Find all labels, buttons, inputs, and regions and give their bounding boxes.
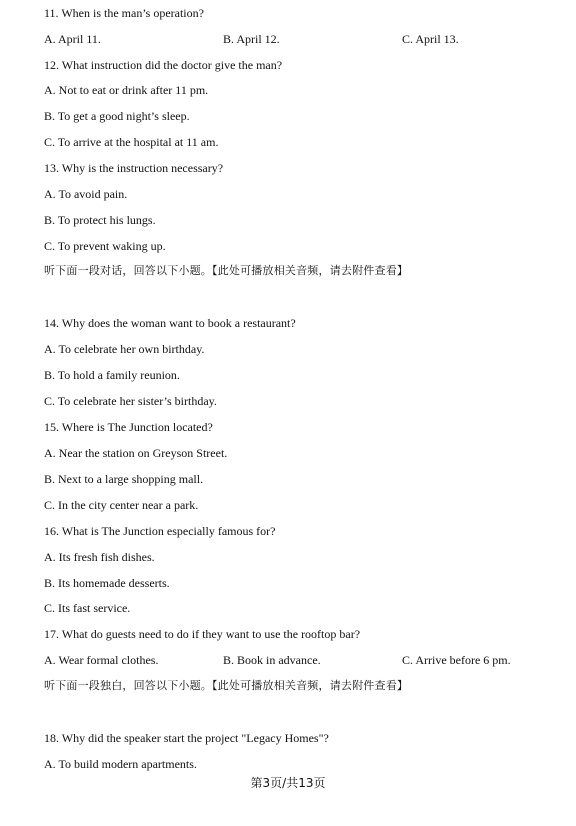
question-16-option-a: A. Its fresh fish dishes.	[44, 550, 155, 564]
question-17-option-a: A. Wear formal clothes.	[44, 653, 159, 667]
question-12-option-b: B. To get a good night’s sleep.	[44, 109, 190, 123]
question-14-option-c: C. To celebrate her sister’s birthday.	[44, 394, 217, 408]
question-17-option-b: B. Book in advance.	[223, 653, 321, 667]
question-16-stem: 16. What is The Junction especially famous for?	[44, 524, 276, 538]
question-18-stem: 18. Why did the speaker start the project "Legacy Homes"?	[44, 731, 329, 745]
question-16-option-b: B. Its homemade desserts.	[44, 576, 170, 590]
question-12-option-c: C. To arrive at the hospital at 11 am.	[44, 135, 219, 149]
question-13-stem: 13. Why is the instruction necessary?	[44, 161, 224, 175]
question-13-option-c: C. To prevent waking up.	[44, 239, 166, 253]
question-14-option-a: A. To celebrate her own birthday.	[44, 342, 205, 356]
question-15-stem: 15. Where is The Junction located?	[44, 420, 213, 434]
question-12-stem: 12. What instruction did the doctor give the man?	[44, 58, 283, 72]
question-16-option-c: C. Its fast service.	[44, 601, 131, 615]
question-15-option-c: C. In the city center near a park.	[44, 498, 199, 512]
listening-instruction: 听下面一段对话，回答以下小题。【此处可播放相关音频，请去附件查看】	[44, 264, 409, 277]
page-number: 第3页/共13页	[250, 776, 326, 790]
listening-instruction: 听下面一段独白，回答以下小题。【此处可播放相关音频，请去附件查看】	[44, 679, 409, 692]
question-11-option-c: C. April 13.	[402, 32, 459, 46]
question-15-option-a: A. Near the station on Greyson Street.	[44, 446, 228, 460]
question-14-option-b: B. To hold a family reunion.	[44, 368, 180, 382]
question-11-option-b: B. April 12.	[223, 32, 280, 46]
question-17-stem: 17. What do guests need to do if they want to use the rooftop bar?	[44, 627, 361, 641]
question-18-option-a: A. To build modern apartments.	[44, 757, 197, 771]
question-11-stem: 11. When is the man’s operation?	[44, 6, 204, 20]
question-15-option-b: B. Next to a large shopping mall.	[44, 472, 204, 486]
question-17-option-c: C. Arrive before 6 pm.	[402, 653, 511, 667]
question-13-option-a: A. To avoid pain.	[44, 187, 128, 201]
question-11-option-a: A. April 11.	[44, 32, 101, 46]
question-14-stem: 14. Why does the woman want to book a restaurant?	[44, 316, 296, 330]
question-13-option-b: B. To protect his lungs.	[44, 213, 156, 227]
question-12-option-a: A. Not to eat or drink after 11 pm.	[44, 83, 209, 97]
